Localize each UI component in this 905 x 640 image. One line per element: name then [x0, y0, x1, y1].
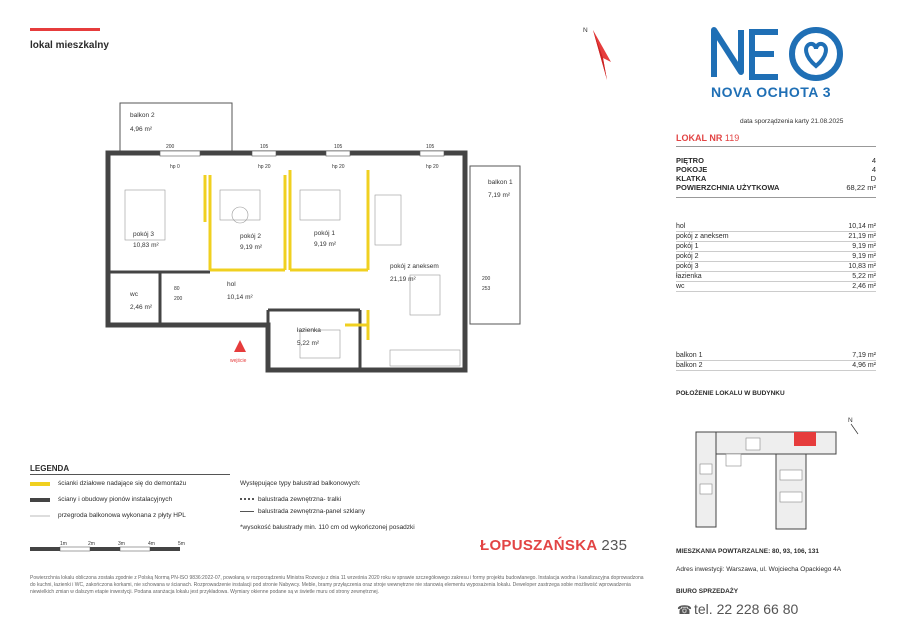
legend-title: LEGENDA	[30, 464, 70, 473]
building-position-map	[676, 404, 876, 534]
document-type: lokal mieszkalny	[30, 40, 109, 51]
balcony-row: balkon 1 7,19 m²	[676, 352, 876, 359]
label-pokoj3-area: 10,83 m²	[133, 242, 159, 249]
info-row: KLATKA D	[676, 174, 876, 183]
label-lazienka-area: 5,22 m²	[297, 340, 320, 347]
room-row: pokój 3 10,83 m²	[676, 263, 876, 270]
svg-text:200: 200	[174, 296, 183, 302]
unit-highlight	[794, 432, 816, 446]
header-accent-line	[30, 28, 100, 31]
label-pokoj2-area: 9,19 m²	[240, 244, 263, 251]
info-row: POKOJE 4	[676, 165, 876, 174]
logo-subtitle: NOVA OCHOTA 3	[711, 84, 832, 100]
position-title: POŁOŻENIE LOKALU W BUDYNKU	[676, 390, 785, 397]
scale-bar	[30, 540, 190, 552]
room-row: hol 10,14 m²	[676, 223, 876, 230]
rail-title: Występujące typy balustrad balkonowych:	[240, 480, 361, 487]
divider	[676, 146, 876, 147]
label-wc-area: 2,46 m²	[130, 304, 153, 311]
room-row: łazienka 5,22 m²	[676, 273, 876, 280]
north-label: N	[583, 27, 588, 34]
unit-number: LOKAL NR 119	[676, 133, 740, 143]
label-wc: wc	[130, 291, 138, 298]
label-balkon2-area: 4,96 m²	[130, 126, 153, 133]
entrance-marker	[234, 340, 246, 352]
label-pokoj1: pokój 1	[314, 230, 335, 237]
legend-divider	[30, 474, 230, 475]
svg-text:5m: 5m	[178, 541, 185, 547]
rail-symbol-2	[240, 511, 254, 512]
balcony-row: balkon 2 4,96 m²	[676, 362, 876, 369]
room-row: pokój 1 9,19 m²	[676, 243, 876, 250]
svg-text:105: 105	[334, 144, 343, 150]
balcony-1	[470, 166, 520, 324]
balcony-list	[676, 351, 876, 371]
floor-plan	[90, 100, 540, 380]
svg-text:105: 105	[260, 144, 269, 150]
label-aneks: pokój z aneksem	[390, 263, 439, 270]
room-list	[676, 222, 876, 292]
svg-text:200: 200	[166, 144, 175, 150]
sales-phone[interactable]: tel. 22 228 66 80	[694, 601, 799, 617]
svg-text:105: 105	[426, 144, 435, 150]
svg-text:1m: 1m	[60, 541, 67, 547]
room-row: pokój z aneksem 21,19 m²	[676, 233, 876, 240]
svg-text:253: 253	[482, 286, 491, 292]
legend-item: przegroda balkonowa wykonana z płyty HPL	[30, 512, 186, 519]
label-lazienka: łazienka	[297, 327, 321, 334]
address: Adres inwestycji: Warszawa, ul. Wojciecha Opackiego 4A	[676, 566, 842, 573]
entrance-label: wejście	[230, 358, 247, 364]
rail-type-1: balustrada zewnętrzna- tralki	[258, 496, 342, 503]
svg-text:4m: 4m	[148, 541, 155, 547]
label-balkon2: balkon 2	[130, 112, 155, 119]
north-arrow	[583, 22, 623, 82]
svg-text:hp 20: hp 20	[426, 164, 439, 170]
svg-text:80: 80	[174, 286, 180, 292]
room-row: pokój 2 9,19 m²	[676, 253, 876, 260]
room-row: wc 2,46 m²	[676, 283, 876, 290]
label-pokoj2: pokój 2	[240, 233, 261, 240]
label-hol: hol	[227, 281, 236, 288]
repeat-units: MIESZKANIA POWTARZALNE: 80, 93, 106, 131	[676, 548, 820, 555]
svg-text:3m: 3m	[118, 541, 125, 547]
svg-text:200: 200	[482, 276, 491, 282]
label-balkon1-area: 7,19 m²	[488, 192, 511, 199]
label-balkon1: balkon 1	[488, 179, 513, 186]
rail-note: *wysokość balustrady min. 110 cm od wykończonej posadzki	[240, 524, 415, 531]
label-pokoj3: pokój 3	[133, 231, 154, 238]
rail-type-2: balustrada zewnętrzna-panel szklany	[258, 508, 365, 515]
street-name: ŁOPUSZAŃSKA 235	[480, 537, 628, 554]
divider	[676, 197, 876, 198]
svg-text:hp 20: hp 20	[332, 164, 345, 170]
svg-text:2m: 2m	[88, 541, 95, 547]
info-row: PIĘTRO 4	[676, 156, 876, 165]
svg-text:hp 20: hp 20	[258, 164, 271, 170]
rail-symbol-1	[240, 498, 254, 500]
phone-icon: ☎	[677, 603, 692, 617]
svg-text:hp 0: hp 0	[170, 164, 180, 170]
label-pokoj1-area: 9,19 m²	[314, 241, 337, 248]
label-hol-area: 10,14 m²	[227, 294, 253, 301]
legend-item: ściany i obudowy pionów instalacyjnych	[30, 496, 172, 503]
info-row: POWIERZCHNIA UŻYTKOWA 68,22 m²	[676, 183, 876, 192]
date-label: data sporządzenia karty 21.08.2025	[740, 118, 844, 125]
unit-info	[676, 156, 876, 192]
mini-north-label: N	[848, 417, 853, 424]
sales-office-label: BIURO SPRZEDAŻY	[676, 588, 739, 595]
disclaimer: Powierzchnia lokalu obliczona została zgodnie z Polską Normą PN-ISO 9836:2022-07, powołaną w rozporządzeniu Ministra Rozwoju z dnia 11 września 2020 roku w sprawie szczegółowego zakresu i formy projektu budowlanego. Instalacja wodna i kanalizacyjna doprowadzona do kuchni, łazienki i WC, zakończona korkami, nie schowana w ścianach. Rozprowadzenie instalacji pod stronie Nabywcy. Meble, bramy przyłączenia oraz stroje wewnętrzne nie stanowią elementu wyposażenia lokalu. Deweloper zastrzega sobie możliwość wprowadzenia niewielkich zmian w dalszym etapie inwestycji. Podana aranżacja lokalu jest przykładowa. Wymiary okienne podane są w świetle muru od strony zewnętrznej.	[30, 575, 644, 595]
label-aneks-area: 21,19 m²	[390, 276, 416, 283]
legend-item: ścianki działowe nadające się do demontażu	[30, 480, 186, 487]
